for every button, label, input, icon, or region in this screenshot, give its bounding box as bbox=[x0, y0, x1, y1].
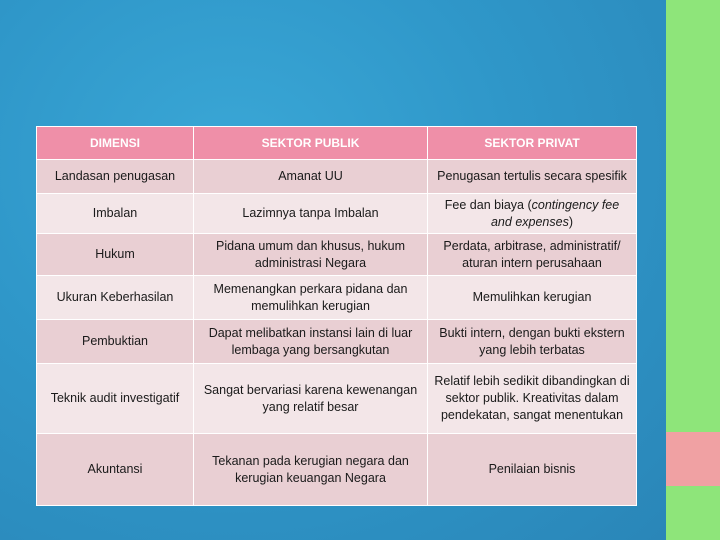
cell-dimensi: Teknik audit investigatif bbox=[37, 364, 194, 434]
cell-dimensi: Imbalan bbox=[37, 194, 194, 234]
cell-publik: Memenangkan perkara pidana dan memulihkan kerugian bbox=[194, 276, 428, 320]
cell-privat: Penilaian bisnis bbox=[428, 434, 637, 506]
cell-privat: Memulihkan kerugian bbox=[428, 276, 637, 320]
header-sektor-privat: SEKTOR PRIVAT bbox=[428, 127, 637, 160]
cell-privat: Bukti intern, dengan bukti ekstern yang lebih terbatas bbox=[428, 320, 637, 364]
cell-privat-italic: contingency fee and expenses bbox=[490, 197, 620, 229]
table-row bbox=[37, 320, 637, 364]
cell-privat: Penugasan tertulis secara spesifik bbox=[428, 160, 637, 194]
cell-privat: Relatif lebih sedikit dibandingkan di sektor publik. Kreativitas dalam pendekatan, sangat menentukan bbox=[428, 364, 637, 434]
cell-privat-prefix: Fee dan biaya ( bbox=[444, 197, 532, 212]
comparison-table bbox=[36, 126, 637, 506]
cell-publik: Amanat UU bbox=[194, 160, 428, 194]
cell-privat-suffix: ) bbox=[568, 214, 573, 229]
cell-privat: Perdata, arbitrase, administratif/ aturan intern perusahaan bbox=[428, 234, 637, 276]
table-row bbox=[37, 194, 637, 234]
header-sektor-publik: SEKTOR PUBLIK bbox=[194, 127, 428, 160]
cell-dimensi: Akuntansi bbox=[37, 434, 194, 506]
table-row bbox=[37, 276, 637, 320]
table-header-row bbox=[37, 127, 637, 160]
cell-publik: Lazimnya tanpa Imbalan bbox=[194, 194, 428, 234]
cell-dimensi: Ukuran Keberhasilan bbox=[37, 276, 194, 320]
right-decor-accent bbox=[666, 432, 720, 486]
cell-publik: Sangat bervariasi karena kewenangan yang relatif besar bbox=[194, 364, 428, 434]
cell-publik: Dapat melibatkan instansi lain di luar lembaga yang bersangkutan bbox=[194, 320, 428, 364]
table-row bbox=[37, 364, 637, 434]
table-row bbox=[37, 434, 637, 506]
table-row bbox=[37, 234, 637, 276]
cell-privat bbox=[428, 194, 637, 234]
cell-dimensi: Hukum bbox=[37, 234, 194, 276]
table-row bbox=[37, 160, 637, 194]
cell-publik: Tekanan pada kerugian negara dan kerugian keuangan Negara bbox=[194, 434, 428, 506]
cell-dimensi: Landasan penugasan bbox=[37, 160, 194, 194]
cell-publik: Pidana umum dan khusus, hukum administrasi Negara bbox=[194, 234, 428, 276]
cell-dimensi: Pembuktian bbox=[37, 320, 194, 364]
header-dimensi: DIMENSI bbox=[37, 127, 194, 160]
